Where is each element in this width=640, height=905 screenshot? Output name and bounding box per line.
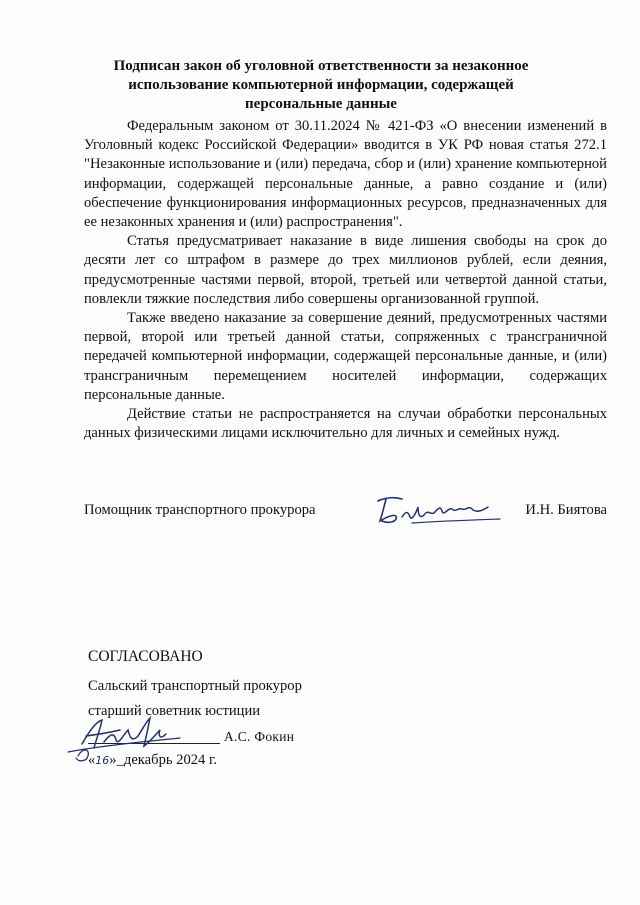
approval-label: СОГЛАСОВАНО	[88, 648, 203, 665]
handwritten-signature-icon	[372, 493, 504, 527]
document-title: Подписан закон об уголовной ответственности за незаконное использование компьютерной информации, содержащей персональные данные	[113, 58, 529, 112]
signature-block	[84, 493, 607, 529]
document-body	[84, 117, 607, 443]
signer-position: Помощник транспортного прокурора	[84, 502, 316, 518]
paragraph-4: Действие статьи не распространяется на случаи обработки персональных данных физическими лицами исключительно для личных и семейных нужд.	[84, 406, 607, 442]
approval-date-open: «	[88, 752, 96, 768]
approval-date-rest: »_декабрь 2024 г.	[109, 752, 217, 768]
paragraph-3: Также введено наказание за совершение деяний, предусмотренных частями первой, второй или третьей данной статьи, сопряженных с трансграничной передачей компьютерной информации, содержащей персональные данные, и (или) трансграничным перемещением носителей информации, содержащих персональные данные.	[84, 310, 607, 403]
approver-name: А.С. Фокин	[224, 729, 295, 744]
approver-handwritten-signature-icon	[60, 712, 190, 764]
signer-name: И.Н. Биятова	[525, 502, 607, 518]
approver-rank: старший советник юстиции	[88, 703, 261, 719]
paragraph-1: Федеральным законом от 30.11.2024 № 421-ФЗ «О внесении изменений в Уголовный кодекс Российской Федерации» вводится в УК РФ новая статья 272.1 "Незаконные использование и (или) передача, сбор и (или) хранение компьютерной информации, содержащей персональные данные, а равно создание и (или) обеспечение функционирования информационных ресурсов, предназначенных для ее незаконных хранения и (или) распространения".	[84, 118, 607, 231]
paragraph-2: Статья предусматривает наказание в виде лишения свободы на срок до десяти лет со штрафом в размере до трех миллионов рублей, если деяния, предусмотренные частями первой, второй, третьей или четвертой данной статьи, повлекли тяжкие последствия либо совершены организованной группой.	[84, 233, 607, 307]
approval-date-day: 16	[95, 754, 110, 767]
approver-position: Сальский транспортный прокурор	[88, 678, 302, 694]
